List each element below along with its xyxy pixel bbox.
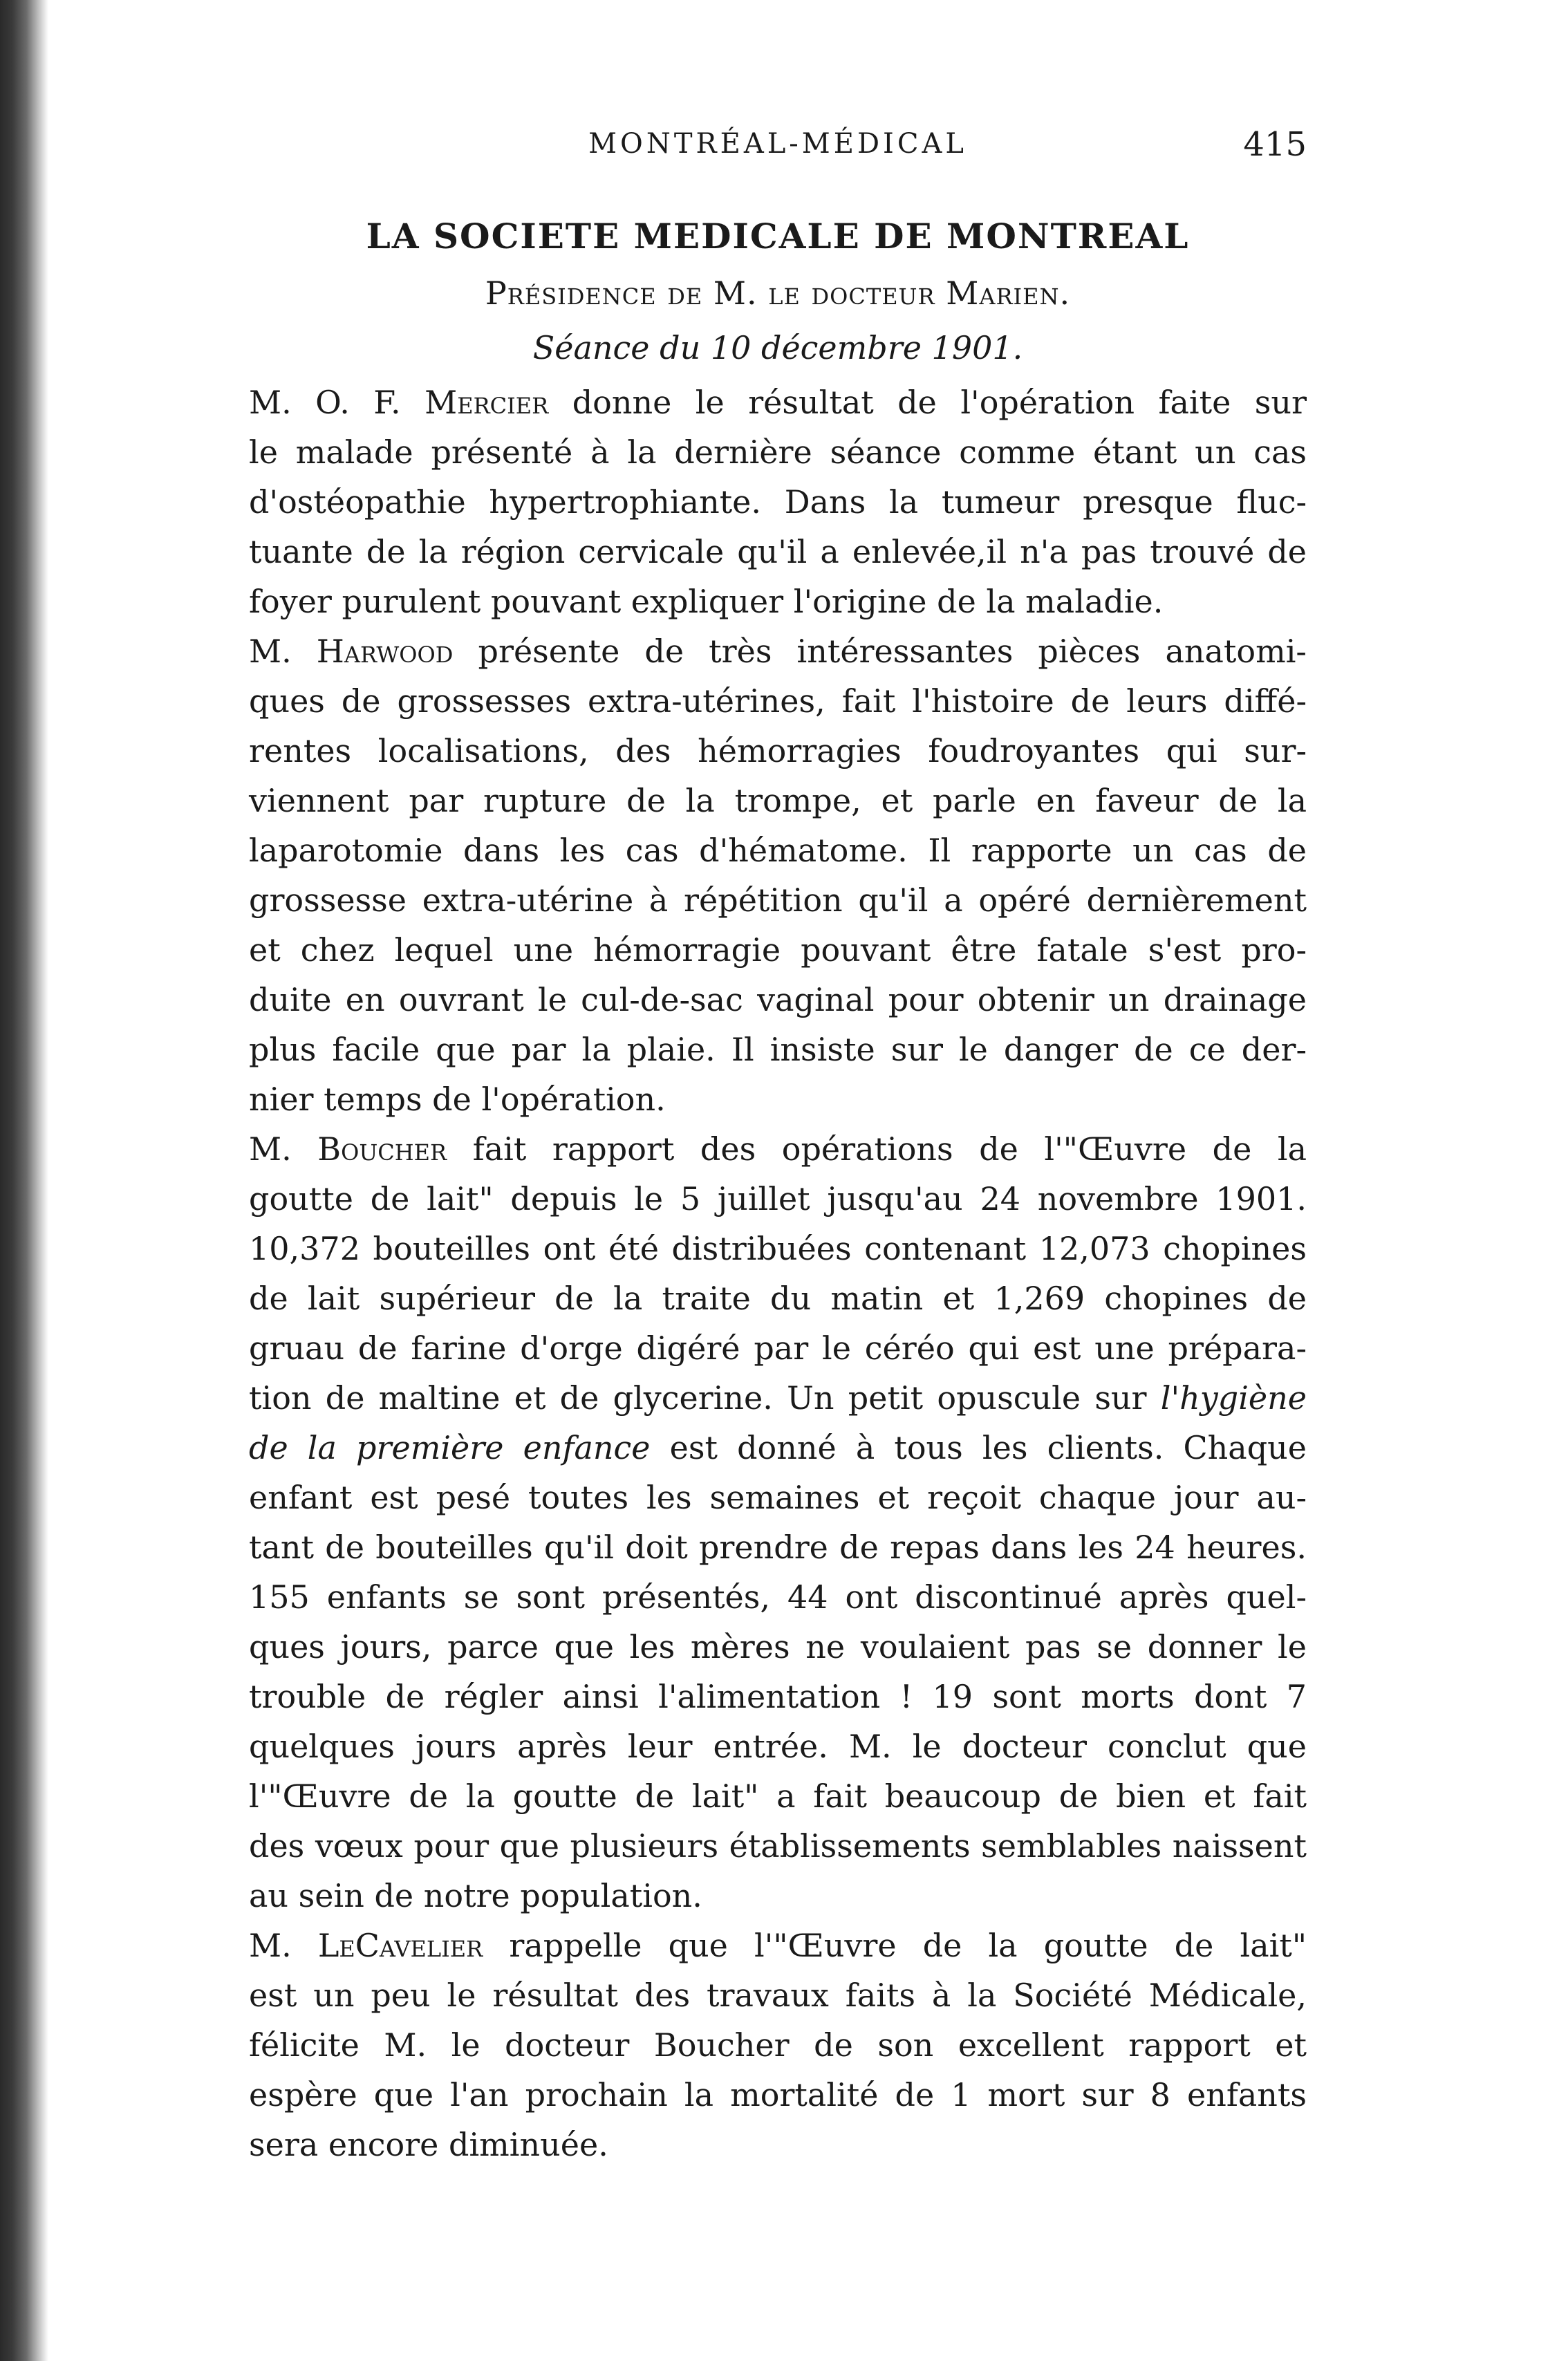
- text-line: ques de grossesses extra-utérines, fait l'histoire de leurs diffé-: [249, 682, 1307, 720]
- speaker-name: Mercier: [424, 384, 549, 421]
- speaker-name: Harwood: [316, 633, 454, 670]
- paragraph-mercier: [249, 377, 1307, 626]
- text-line: sera encore diminuée.: [249, 2126, 608, 2163]
- text-line: espère que l'an prochain la mortalité de 1 mort sur 8 enfants: [249, 2076, 1307, 2113]
- italic-phrase: l'hygiène: [1160, 1379, 1307, 1417]
- text-line: des vœux pour que plusieurs établissements semblables naissent: [249, 1827, 1307, 1865]
- book-binding-edge: [0, 0, 48, 2361]
- section-title: LA SOCIETE MEDICALE DE MONTREAL: [366, 216, 1190, 256]
- text-line: l'"Œuvre de la goutte de lait" a fait beaucoup de bien et fait: [249, 1777, 1307, 1815]
- text-line: et chez lequel une hémorragie pouvant être fatale s'est pro-: [249, 931, 1307, 969]
- text-line: de lait supérieur de la traite du matin et 1,269 chopines de: [249, 1280, 1307, 1317]
- text-line: 155 enfants se sont présentés, 44 ont discontinué après quel-: [249, 1578, 1307, 1616]
- text-line: 10,372 bouteilles ont été distribuées contenant 12,073 chopines: [249, 1230, 1307, 1267]
- text-line: viennent par rupture de la trompe, et parle en faveur de la: [249, 782, 1307, 819]
- text-line: M. Boucher fait rapport des opérations de l'"Œuvre de la: [249, 1130, 1307, 1168]
- text-line: au sein de notre population.: [249, 1877, 702, 1914]
- paragraph-harwood: [249, 626, 1307, 1124]
- text-line: enfant est pesé toutes les semaines et reçoit chaque jour au-: [249, 1479, 1307, 1516]
- paragraph-lecavelier: [249, 1921, 1307, 2169]
- italic-phrase: de la première enfance: [249, 1429, 651, 1466]
- text-line: grossesse extra-utérine à répétition qu'il a opéré dernièrement: [249, 881, 1307, 919]
- text-line: laparotomie dans les cas d'hématome. Il rapporte un cas de: [249, 832, 1307, 869]
- text-line: M. LeCavelier rappelle que l'"Œuvre de la goutte de lait": [249, 1927, 1307, 1964]
- text-line: tion de maltine et de glycerine. Un petit opuscule sur l'hygiène: [249, 1379, 1307, 1417]
- text-line: quelques jours après leur entrée. M. le docteur conclut que: [249, 1728, 1307, 1765]
- text-line: gruau de farine d'orge digéré par le céréo qui est une prépara-: [249, 1329, 1307, 1367]
- text-line: nier temps de l'opération.: [249, 1081, 666, 1118]
- text-line: goutte de lait" depuis le 5 juillet jusqu'au 24 novembre 1901.: [249, 1180, 1307, 1217]
- speaker-name: LeCavelier: [317, 1927, 483, 1964]
- running-head: [249, 125, 1307, 169]
- running-title: MONTRÉAL-MÉDICAL: [588, 128, 967, 160]
- text-line: tant de bouteilles qu'il doit prendre de repas dans les 24 heures.: [249, 1529, 1307, 1566]
- text-line: M. Harwood présente de très intéressantes pièces anatomi-: [249, 633, 1307, 670]
- speaker-name: Boucher: [317, 1130, 447, 1168]
- text-line: tuante de la région cervicale qu'il a enlevée,il n'a pas trouvé de: [249, 533, 1307, 570]
- text-line: trouble de régler ainsi l'alimentation ! 19 sont morts dont 7: [249, 1678, 1307, 1715]
- text-line: de la première enfance est donné à tous les clients. Chaque: [249, 1429, 1307, 1466]
- text-line: d'ostéopathie hypertrophiante. Dans la tumeur presque fluc-: [249, 483, 1307, 521]
- document-page: [249, 0, 1307, 2361]
- presidency-line: Présidence de M. le docteur Marien.: [485, 274, 1071, 312]
- text-line: le malade présenté à la dernière séance comme étant un cas: [249, 433, 1307, 471]
- text-line: plus facile que par la plaie. Il insiste sur le danger de ce der-: [249, 1031, 1307, 1068]
- text-line: foyer purulent pouvant expliquer l'origine de la maladie.: [249, 583, 1164, 620]
- text-line: félicite M. le docteur Boucher de son excellent rapport et: [249, 2026, 1307, 2064]
- text-line: ques jours, parce que les mères ne voulaient pas se donner le: [249, 1628, 1307, 1665]
- text-line: est un peu le résultat des travaux faits à la Société Médicale,: [249, 1977, 1307, 2014]
- text-line: rentes localisations, des hémorragies foudroyantes qui sur-: [249, 732, 1307, 769]
- text-line: M. O. F. Mercier donne le résultat de l'opération faite sur: [249, 384, 1307, 421]
- paragraph-boucher: [249, 1124, 1307, 1921]
- article-body: [249, 377, 1307, 2169]
- text-line: duite en ouvrant le cul-de-sac vaginal pour obtenir un drainage: [249, 981, 1307, 1018]
- session-date: Séance du 10 décembre 1901.: [532, 329, 1023, 366]
- page-number: 415: [1243, 125, 1307, 164]
